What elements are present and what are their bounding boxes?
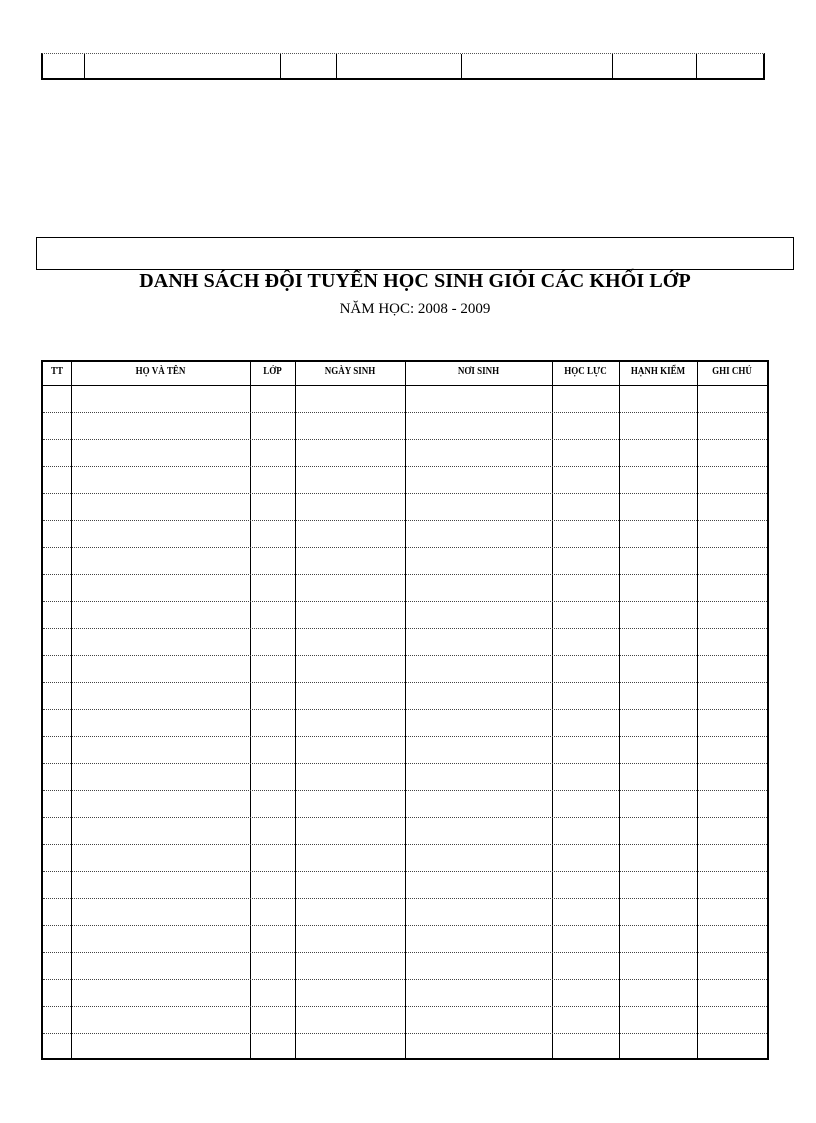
table-row-separator	[43, 439, 767, 440]
table-row-separator	[43, 817, 767, 818]
student-list-table	[41, 360, 769, 1060]
document-title: DANH SÁCH ĐỘI TUYỂN HỌC SINH GIỎI CÁC KHỐI LỚP	[139, 270, 691, 292]
table-row-separator	[43, 709, 767, 710]
table-row-separator	[43, 898, 767, 899]
fragment-cell	[462, 54, 613, 78]
table-row-separator	[43, 682, 767, 683]
table-row-separator	[43, 520, 767, 521]
previous-table-fragment	[41, 53, 765, 80]
column-header-birth-date: NGÀY SINH	[324, 366, 376, 377]
table-row-separator	[43, 925, 767, 926]
table-row-separator	[43, 547, 767, 548]
column-header-class: LỚP	[263, 366, 282, 377]
fragment-cell	[281, 54, 337, 78]
table-row-separator	[43, 655, 767, 656]
table-row-separator	[43, 601, 767, 602]
table-row-separator	[43, 466, 767, 467]
column-header-tt: TT	[50, 366, 64, 377]
header-separator	[43, 385, 767, 386]
table-row-separator	[43, 493, 767, 494]
table-row-separator	[43, 871, 767, 872]
table-row-separator	[43, 1006, 767, 1007]
table-row-separator	[43, 763, 767, 764]
fragment-cell	[337, 54, 462, 78]
column-header-academic: HỌC LỰC	[564, 366, 607, 377]
column-header-notes: GHI CHÚ	[712, 366, 752, 377]
table-row-separator	[43, 1033, 767, 1034]
table-row-separator	[43, 844, 767, 845]
fragment-cell	[43, 54, 85, 78]
table-row-separator	[43, 628, 767, 629]
column-header-full-name: HỌ VÀ TÊN	[135, 366, 186, 377]
fragment-cell	[697, 54, 763, 78]
school-year: NĂM HỌC: 2008 - 2009	[339, 301, 491, 317]
column-header-conduct: HẠNH KIỂM	[630, 366, 686, 377]
fragment-cell	[613, 54, 697, 78]
table-row-separator	[43, 952, 767, 953]
empty-frame-box	[36, 237, 794, 270]
table-row-separator	[43, 790, 767, 791]
column-header-birthplace: NƠI SINH	[457, 366, 500, 377]
fragment-cell	[85, 54, 281, 78]
table-row-separator	[43, 574, 767, 575]
table-row-separator	[43, 412, 767, 413]
table-row-separator	[43, 736, 767, 737]
table-row-separator	[43, 979, 767, 980]
